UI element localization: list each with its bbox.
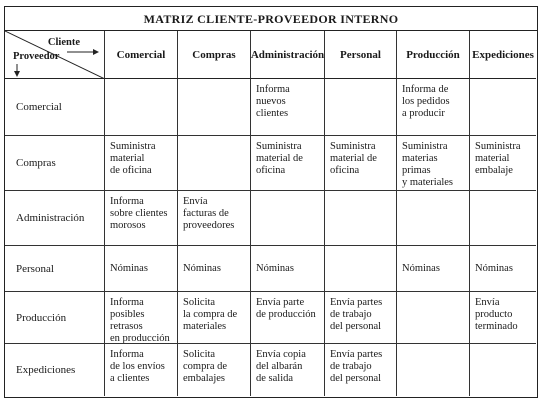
matrix-cell: Nóminas [397,246,470,292]
matrix-cell: Envía producto terminado [470,292,536,344]
matrix-cell: Envía parte de producción [251,292,325,344]
matrix-cell: Informa sobre clientes morosos [105,191,178,246]
column-header-produccion: Producción [397,31,470,79]
provider-label: Proveedor [13,51,60,62]
matrix-cell [470,79,536,136]
matrix-cell: Suministra material de oficina [325,136,397,191]
row-header-administracion: Administración [5,191,105,246]
matrix-cell: Informa de los envíos a clientes [105,344,178,396]
row-header-compras: Compras [5,136,105,191]
matrix-cell: Informa posibles retrasos en producción [105,292,178,344]
matrix-cell [325,246,397,292]
matrix-cell [470,344,536,396]
column-header-expediciones: Expediciones [470,31,536,79]
matrix-cell: Envía facturas de proveedores [178,191,251,246]
matrix-cell: Informa de los pedidos a producir [397,79,470,136]
matrix-cell: Solicita la compra de materiales [178,292,251,344]
row-header-expediciones: Expediciones [5,344,105,396]
matrix-cell: Suministra material de oficina [105,136,178,191]
matrix-cell: Envía partes de trabajo del personal [325,344,397,396]
matrix-cell [325,191,397,246]
matrix-cell: Envía partes de trabajo del personal [325,292,397,344]
matrix-cell: Suministra material embalaje [470,136,536,191]
matrix-cell [397,344,470,396]
matrix-cell: Informa nuevos clientes [251,79,325,136]
client-label: Cliente [47,37,80,48]
client-provider-matrix [4,6,538,398]
matrix-cell [178,136,251,191]
row-header-produccion: Producción [5,292,105,344]
matrix-cell [251,191,325,246]
row-header-comercial: Comercial [5,79,105,136]
column-header-comercial: Comercial [105,31,178,79]
matrix-grid [5,31,537,396]
matrix-cell: Solicita compra de embalajes [178,344,251,396]
matrix-cell: Suministra material de oficina [251,136,325,191]
matrix-cell: Suministra materias primas y materiales [397,136,470,191]
matrix-cell [470,191,536,246]
row-header-personal: Personal [5,246,105,292]
matrix-cell [325,79,397,136]
column-header-personal: Personal [325,31,397,79]
matrix-cell: Nóminas [105,246,178,292]
matrix-cell [397,292,470,344]
column-header-compras: Compras [178,31,251,79]
matrix-cell: Nóminas [470,246,536,292]
matrix-cell [105,79,178,136]
matrix-cell: Envía copia del albarán de salida [251,344,325,396]
matrix-cell [178,79,251,136]
corner-header [5,31,105,79]
column-header-administracion: Administración [251,31,325,79]
matrix-cell: Nóminas [178,246,251,292]
matrix-title: MATRIZ CLIENTE-PROVEEDOR INTERNO [5,7,537,31]
matrix-cell: Nóminas [251,246,325,292]
matrix-cell [397,191,470,246]
